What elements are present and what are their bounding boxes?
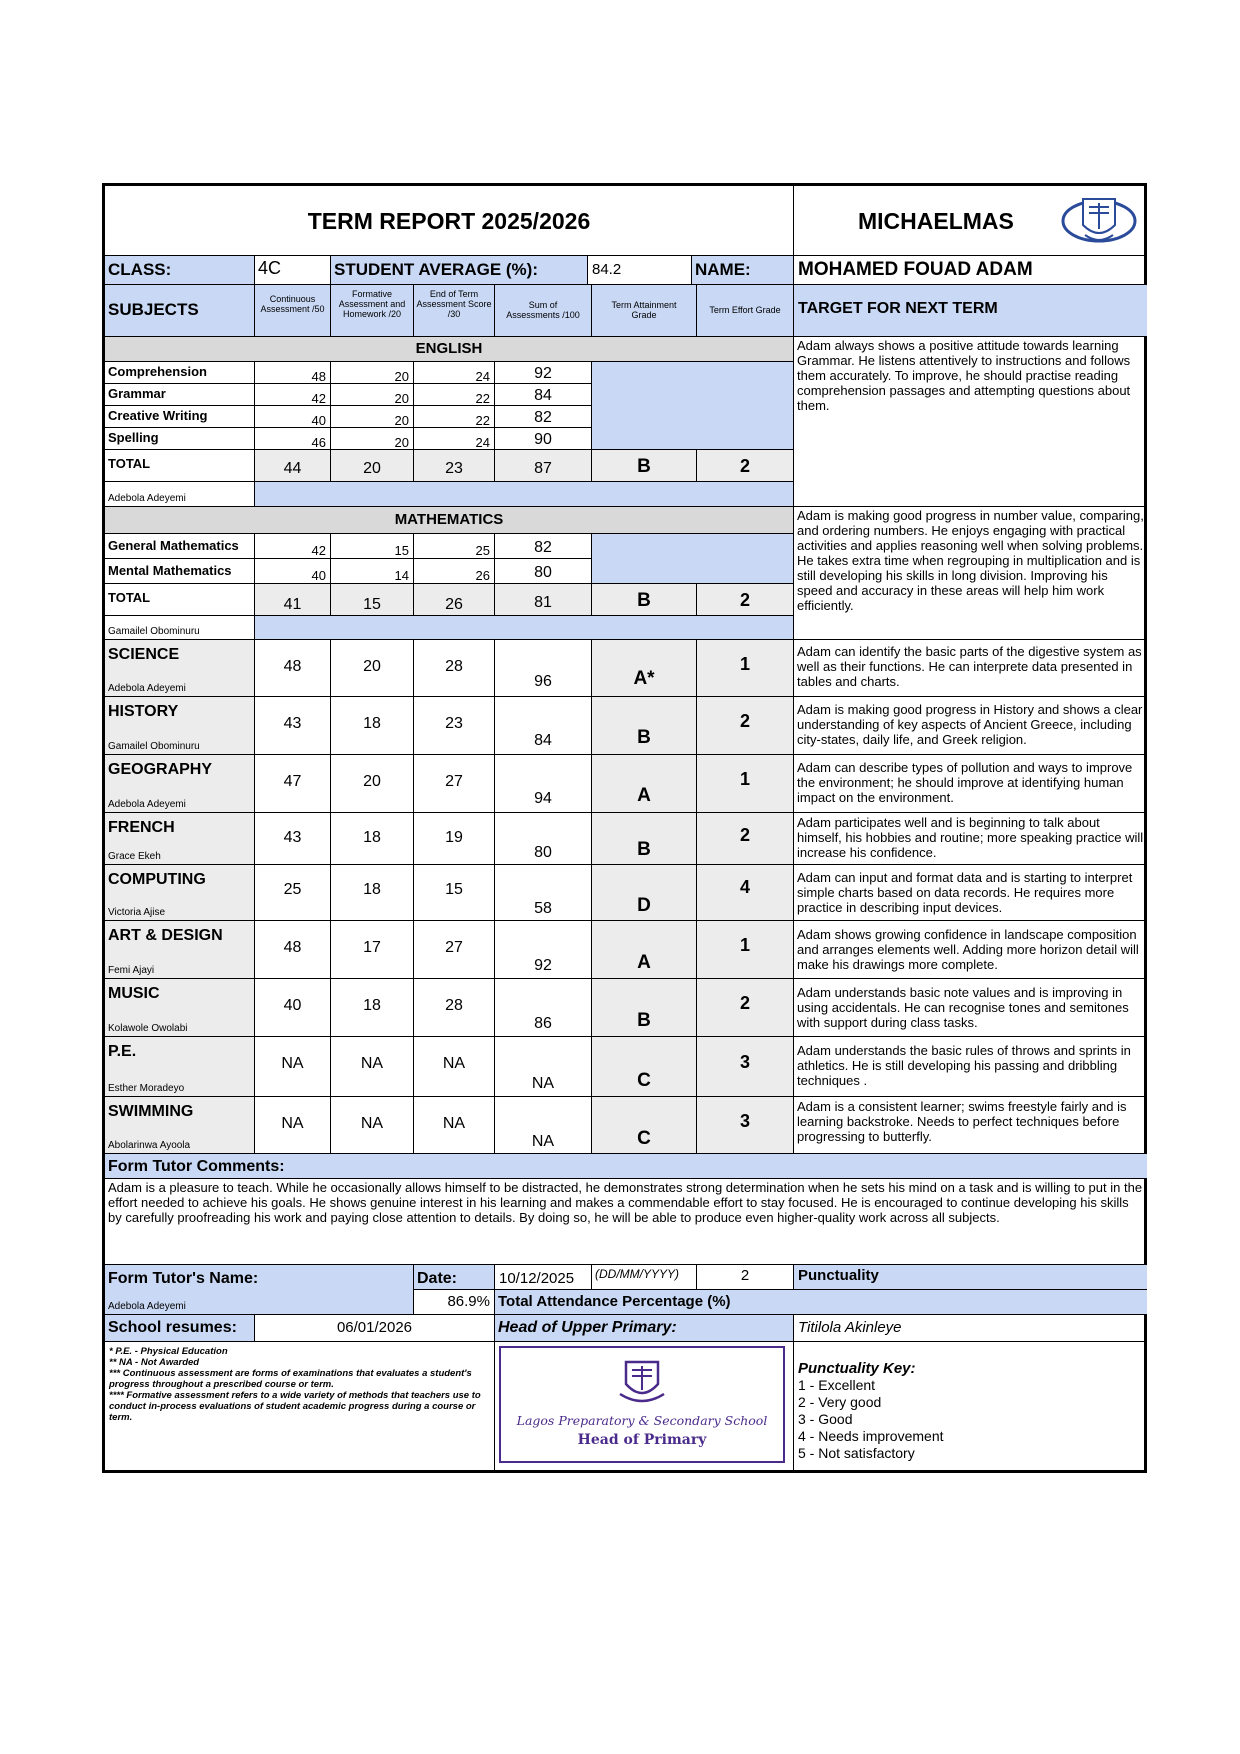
subject-effort: 2: [697, 697, 794, 755]
resumes-value: 06/01/2026: [255, 1315, 495, 1342]
subject-label: GEOGRAPHY: [108, 761, 213, 778]
subject-fa: 18: [331, 979, 414, 1037]
subject-name: [105, 640, 255, 697]
maths-ca: 40: [255, 559, 331, 584]
subject-ca: NA: [255, 1097, 331, 1154]
tutor-name: Adebola Adeyemi: [108, 1301, 186, 1312]
subject-eot: 23: [414, 697, 495, 755]
tutor-name-cell: [105, 1290, 414, 1315]
subject-label: MUSIC: [108, 985, 160, 1002]
subject-target: Adam is a consistent learner; swims freestyle fairly and is learning backstroke. Needs to perfect techniques before progressing to butterfly.: [794, 1097, 1147, 1154]
teacher-name: Kolawole Owolabi: [108, 1023, 188, 1034]
english-ca: 46: [255, 428, 331, 450]
head-label: Head of Upper Primary:: [495, 1315, 794, 1342]
subject-fa: NA: [331, 1097, 414, 1154]
subject-ca: 48: [255, 921, 331, 979]
class-label: CLASS:: [105, 256, 255, 285]
english-total-label: TOTAL: [105, 450, 255, 482]
teacher-name: Esther Moradeyo: [108, 1083, 185, 1094]
subject-sum: 92: [495, 921, 592, 979]
teacher-name: Gamailel Obominuru: [108, 626, 200, 637]
english-eot: 24: [414, 428, 495, 450]
english-sum: 82: [495, 406, 592, 428]
english-fa: 20: [331, 406, 414, 428]
english-total-eot: 23: [414, 450, 495, 482]
date-format: (DD/MM/YYYY): [592, 1265, 697, 1290]
subject-name: [105, 1097, 255, 1154]
subject-target: Adam understands the basic rules of throws and sprints in athletics. He is still developing his passing and dribbling techniques .: [794, 1037, 1147, 1097]
average-value: 84.2: [588, 256, 692, 285]
report-title: [105, 186, 794, 256]
tutor-name-label: Form Tutor's Name:: [105, 1265, 414, 1290]
maths-fa: 15: [331, 534, 414, 559]
english-sum: 92: [495, 362, 592, 384]
teacher-name: Victoria Ajise: [108, 907, 166, 918]
maths-teacher-bar: [255, 616, 794, 640]
english-row-label: Comprehension: [105, 362, 255, 384]
subject-effort: 3: [697, 1037, 794, 1097]
subject-name: [105, 979, 255, 1037]
eot-header: End of Term Assessment Score /30: [414, 285, 495, 337]
subject-eot: 28: [414, 979, 495, 1037]
english-sum: 90: [495, 428, 592, 450]
subject-target: Adam shows growing confidence in landscape composition and arranges elements well. Adding more horizon detail will make his drawings more complete.: [794, 921, 1147, 979]
maths-total-label: TOTAL: [105, 584, 255, 616]
subject-target: Adam understands basic note values and is improving in using accidentals. He can recognise tones and semitones with support during class tasks.: [794, 979, 1147, 1037]
subject-ca: 25: [255, 865, 331, 921]
english-grade-blank: [592, 362, 794, 450]
footnotes: [105, 1342, 495, 1470]
subject-name: [105, 697, 255, 755]
english-row-label: Spelling: [105, 428, 255, 450]
grade-header: Term Attainment Grade: [592, 285, 697, 337]
english-total-ca: 44: [255, 450, 331, 482]
subject-target: Adam can identify the basic parts of the digestive system as well as their functions. He can interprete data presented in tables and charts.: [794, 640, 1147, 697]
english-total-sum: 87: [495, 450, 592, 482]
subject-label: SCIENCE: [108, 646, 180, 663]
maths-total-ca: 41: [255, 584, 331, 616]
maths-sum: 80: [495, 559, 592, 584]
subject-label: ART & DESIGN: [108, 927, 223, 944]
target-header: TARGET FOR NEXT TERM: [794, 285, 1147, 337]
subject-eot: NA: [414, 1097, 495, 1154]
stamp-role: Head of Primary: [577, 1432, 707, 1448]
maths-total-fa: 15: [331, 584, 414, 616]
name-label: NAME:: [692, 256, 794, 285]
subjects-header: SUBJECTS: [105, 285, 255, 337]
subject-effort: 3: [697, 1097, 794, 1154]
subject-grade: B: [592, 697, 697, 755]
maths-ca: 42: [255, 534, 331, 559]
key-item: 1 - Excellent: [798, 1377, 876, 1393]
subject-fa: 20: [331, 755, 414, 813]
maths-total-sum: 81: [495, 584, 592, 616]
subject-ca: 40: [255, 979, 331, 1037]
punctuality-label: Punctuality: [794, 1265, 1147, 1290]
stamp-school-name: Lagos Preparatory & Secondary School: [516, 1413, 768, 1428]
teacher-name: Gamailel Obominuru: [108, 741, 200, 752]
punctuality-value: 2: [697, 1265, 794, 1290]
date-value: 10/12/2025: [495, 1265, 592, 1290]
subject-eot: 27: [414, 921, 495, 979]
average-label: STUDENT AVERAGE (%):: [331, 256, 588, 285]
comments-label: Form Tutor Comments:: [105, 1154, 1147, 1179]
maths-effort: 2: [697, 584, 794, 616]
key-item: 5 - Not satisfactory: [798, 1445, 915, 1461]
maths-eot: 26: [414, 559, 495, 584]
fa-header: Formative Assessment and Homework /20: [331, 285, 414, 337]
footnote: * P.E. - Physical Education: [109, 1346, 228, 1357]
subject-ca: 43: [255, 813, 331, 865]
english-sum: 84: [495, 384, 592, 406]
subject-name: [105, 921, 255, 979]
subject-grade: B: [592, 979, 697, 1037]
subject-effort: 1: [697, 755, 794, 813]
teacher-name: Grace Ekeh: [108, 851, 161, 862]
english-fa: 20: [331, 428, 414, 450]
maths-row-label: Mental Mathematics: [105, 559, 255, 584]
term-name: MICHAELMAS: [858, 208, 1014, 234]
term-cell: [794, 186, 1147, 256]
maths-fa: 14: [331, 559, 414, 584]
subject-effort: 2: [697, 979, 794, 1037]
english-eot: 24: [414, 362, 495, 384]
subject-grade: B: [592, 813, 697, 865]
sum-header: Sum of Assessments /100: [495, 285, 592, 337]
term-report: [102, 183, 1147, 1473]
subject-eot: 27: [414, 755, 495, 813]
english-row-label: Grammar: [105, 384, 255, 406]
english-eot: 22: [414, 384, 495, 406]
key-item: 4 - Needs improvement: [798, 1428, 944, 1444]
subject-effort: 2: [697, 813, 794, 865]
subject-fa: 20: [331, 640, 414, 697]
english-row-label: Creative Writing: [105, 406, 255, 428]
subject-ca: 48: [255, 640, 331, 697]
subject-target: Adam is making good progress in History and shows a clear understanding of key aspects of Ancient Greece, including city-states, daily life, and Greek religion.: [794, 697, 1147, 755]
subject-eot: 15: [414, 865, 495, 921]
subject-sum: 80: [495, 813, 592, 865]
subject-sum: 84: [495, 697, 592, 755]
stamp-frame: [499, 1346, 785, 1463]
english-ca: 40: [255, 406, 331, 428]
english-ca: 42: [255, 384, 331, 406]
subject-grade: D: [592, 865, 697, 921]
subject-name: [105, 755, 255, 813]
maths-teacher: [105, 616, 255, 640]
key-title: Punctuality Key:: [798, 1360, 916, 1377]
subject-grade: C: [592, 1037, 697, 1097]
subject-effort: 4: [697, 865, 794, 921]
english-target: Adam always shows a positive attitude towards learning Grammar. He listens attentively to instructions and follows them accurately. To improve, he should practise reading comprehension passages and attempting questions about them.: [794, 337, 1147, 507]
resumes-label: School resumes:: [105, 1315, 255, 1342]
maths-eot: 25: [414, 534, 495, 559]
comments-text: Adam is a pleasure to teach. While he occasionally allows himself to be distracted, he demonstrates strong determination when he sets his mind on a task and is willing to put in the effort needed to achieve his goals. He shows genuine interest in his learning and makes a commendable effort to stay focused. He is encouraged to continue developing his skills by carefully proofreading his work and paying close attention to details. By doing so, he will be able to produce even higher-quality work across all subjects.: [105, 1179, 1147, 1265]
english-fa: 20: [331, 384, 414, 406]
footnote: **** Formative assessment refers to a wide variety of methods that teachers use to conduct in-process evaluations of student academic progress during a course or term.: [109, 1390, 481, 1423]
teacher-name: Femi Ajayi: [108, 965, 155, 976]
report-title-text: TERM REPORT 2025/2026: [307, 208, 591, 234]
ca-header: Continuous Assessment /50: [255, 285, 331, 337]
subject-grade: A*: [592, 640, 697, 697]
teacher-name: Adebola Adeyemi: [108, 493, 186, 504]
maths-heading: MATHEMATICS: [105, 507, 794, 534]
subject-eot: 28: [414, 640, 495, 697]
english-total-fa: 20: [331, 450, 414, 482]
subject-fa: 18: [331, 813, 414, 865]
maths-sum: 82: [495, 534, 592, 559]
teacher-name: Abolarinwa Ayoola: [108, 1140, 191, 1151]
subject-sum: NA: [495, 1097, 592, 1154]
subject-sum: 86: [495, 979, 592, 1037]
key-item: 3 - Good: [798, 1411, 853, 1427]
subject-ca: 47: [255, 755, 331, 813]
punctuality-key: [794, 1342, 1147, 1470]
subject-sum: NA: [495, 1037, 592, 1097]
english-heading: ENGLISH: [105, 337, 794, 362]
footnote: ** NA - Not Awarded: [109, 1357, 200, 1368]
effort-header: Term Effort Grade: [697, 285, 794, 337]
maths-total-eot: 26: [414, 584, 495, 616]
date-label: Date:: [414, 1265, 495, 1290]
english-fa: 20: [331, 362, 414, 384]
english-effort: 2: [697, 450, 794, 482]
subject-target: Adam participates well and is beginning to talk about himself, his hobbies and routine; more speaking practice will increase his confidence.: [794, 813, 1147, 865]
subject-effort: 1: [697, 921, 794, 979]
subject-name: [105, 813, 255, 865]
maths-row-label: General Mathematics: [105, 534, 255, 559]
subject-fa: NA: [331, 1037, 414, 1097]
maths-target: Adam is making good progress in number value, comparing, and ordering numbers. He enjoys engaging with practical activities and applies reasoning well when solving problems. He takes extra time when regrouping in multiplication and is still developing his skills in long division. Improving his speed and accuracy in these areas will help him work efficiently.: [794, 507, 1147, 640]
english-teacher-bar: [255, 482, 794, 507]
attendance-value: 86.9%: [414, 1290, 495, 1315]
school-crest-icon: [1059, 189, 1139, 253]
subject-label: COMPUTING: [108, 871, 206, 888]
key-item: 2 - Very good: [798, 1394, 882, 1410]
subject-fa: 18: [331, 865, 414, 921]
subject-target: Adam can input and format data and is starting to interpret simple charts based on data records. He requires more practice in describing input devices.: [794, 865, 1147, 921]
maths-grade-blank: [592, 534, 794, 584]
english-eot: 22: [414, 406, 495, 428]
teacher-name: Adebola Adeyemi: [108, 799, 186, 810]
english-ca: 48: [255, 362, 331, 384]
subject-grade: C: [592, 1097, 697, 1154]
subject-label: SWIMMING: [108, 1103, 194, 1120]
subject-eot: NA: [414, 1037, 495, 1097]
english-teacher: [105, 482, 255, 507]
attendance-label: Total Attendance Percentage (%): [495, 1290, 1147, 1315]
english-grade: B: [592, 450, 697, 482]
maths-grade: B: [592, 584, 697, 616]
subject-sum: 94: [495, 755, 592, 813]
subject-label: HISTORY: [108, 703, 179, 720]
head-name: Titilola Akinleye: [794, 1315, 1147, 1342]
subject-fa: 18: [331, 697, 414, 755]
subject-name: [105, 1037, 255, 1097]
subject-ca: 43: [255, 697, 331, 755]
subject-grade: A: [592, 755, 697, 813]
subject-sum: 96: [495, 640, 592, 697]
school-crest-icon: [612, 1354, 672, 1408]
subject-target: Adam can describe types of pollution and ways to improve the environment; he should improve at identifying human impact on the environment.: [794, 755, 1147, 813]
subject-grade: A: [592, 921, 697, 979]
subject-effort: 1: [697, 640, 794, 697]
head-stamp: [495, 1342, 794, 1470]
subject-ca: NA: [255, 1037, 331, 1097]
subject-fa: 17: [331, 921, 414, 979]
class-value: 4C: [255, 256, 331, 285]
subject-eot: 19: [414, 813, 495, 865]
subject-label: P.E.: [108, 1043, 137, 1060]
student-name: MOHAMED FOUAD ADAM: [794, 256, 1147, 285]
subject-label: FRENCH: [108, 819, 175, 836]
teacher-name: Adebola Adeyemi: [108, 683, 186, 694]
subject-name: [105, 865, 255, 921]
subject-sum: 58: [495, 865, 592, 921]
footnote: *** Continuous assessment are forms of examinations that evaluates a student's progress throughout a prescribed course or term.: [109, 1368, 472, 1390]
